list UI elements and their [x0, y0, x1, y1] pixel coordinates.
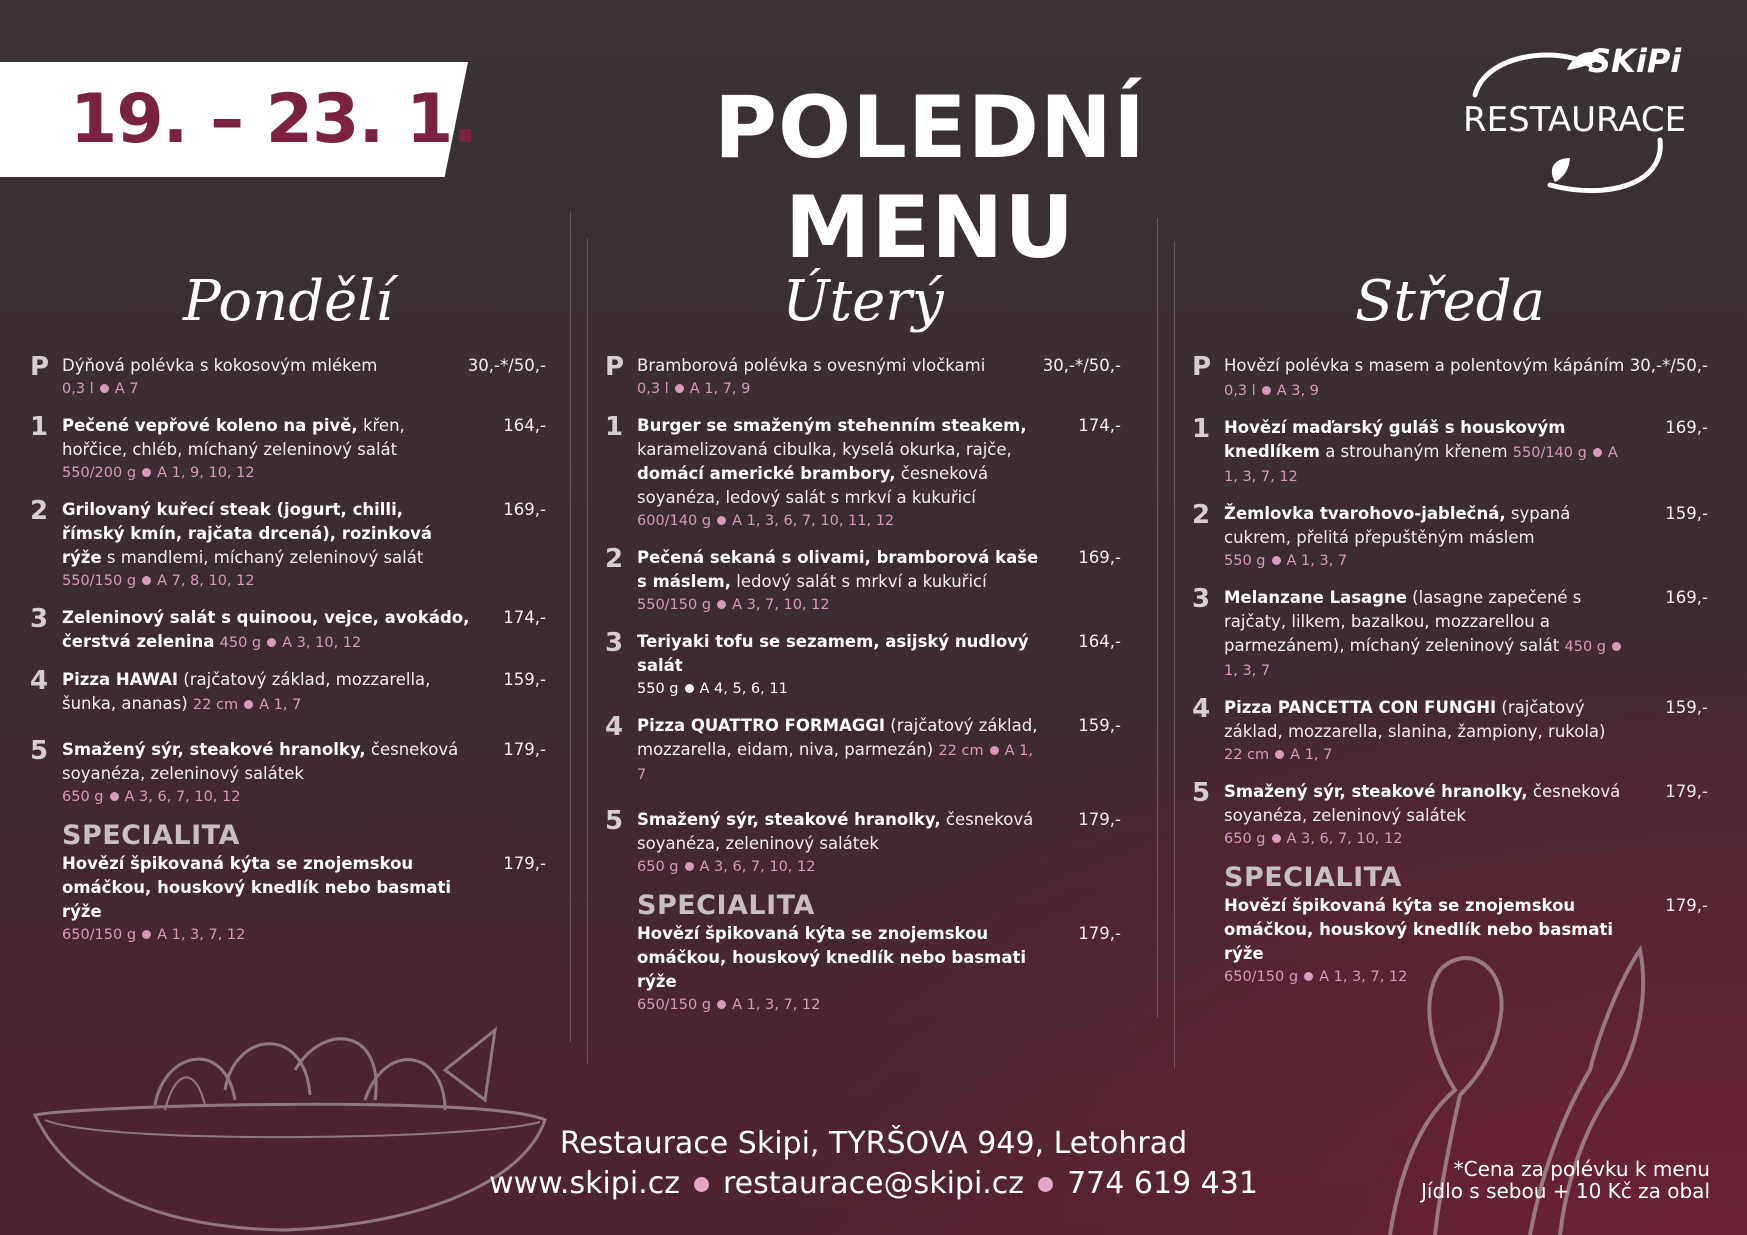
item-description: Pizza QUATTRO FORMAGGI (rajčatový základ, mozzarella, eidam, niva, parmezán) 22 cm A 1, 7: [637, 716, 1038, 783]
menu-item: [605, 414, 1121, 532]
column-divider: [587, 238, 588, 1064]
item-meta: 550/150 g A 7, 8, 10, 12: [62, 573, 255, 589]
menu-item: [30, 498, 546, 592]
item-meta: 450 g1, 3, 7: [1224, 639, 1627, 679]
item-description: Žemlovka tvarohovo-jablečná, sypaná cukrem, přelitá přepuštěným máslem: [1224, 504, 1571, 547]
item-meta: 550/150 g A 3, 7, 10, 12: [637, 597, 830, 613]
column-divider: [1157, 218, 1158, 1018]
item-number: 4: [30, 666, 49, 696]
item-description: Hovězí maďarský guláš s houskovým knedlíkem a strouhaným křenem 550/140 g A 1, 3, 7, 12: [1224, 418, 1618, 485]
bullet-dot: [1593, 448, 1602, 457]
specialita-item: [605, 922, 1121, 1016]
menu-item: [1192, 416, 1708, 488]
salad-bowl-sketch: [25, 1010, 555, 1235]
menu-item: [605, 354, 1121, 400]
item-meta: 550 g A 1, 3, 7: [1224, 553, 1348, 569]
bullet-dot: [267, 638, 276, 647]
item-description: Bramborová polévka s ovesnými vločkami: [637, 356, 986, 375]
footer-note: [1400, 1158, 1710, 1202]
bullet-dot: [694, 1177, 709, 1192]
bullet-dot: [100, 384, 109, 393]
menu-item: [1192, 696, 1708, 766]
item-description: Dýňová polévka s kokosovým mlékem: [62, 356, 378, 375]
item-description: Hovězí špikovaná kýta se znojemskou omáčkou, houskový knedlík nebo basmati rýže: [62, 854, 452, 921]
item-meta: 22 cm A 1, 7: [192, 697, 302, 713]
day-title: Úterý: [782, 269, 944, 334]
item-number: 5: [1192, 778, 1211, 808]
bullet-dot: [1272, 556, 1281, 565]
item-description: Hovězí špikovaná kýta se znojemskou omáčkou, houskový knedlík nebo basmati rýže: [637, 924, 1027, 991]
item-meta: 650 g A 3, 6, 7, 10, 12: [1224, 831, 1403, 847]
item-number: P: [1192, 352, 1212, 382]
bullet-dot: [142, 576, 151, 585]
menu-item: [30, 354, 546, 400]
bullet-dot: [110, 792, 119, 801]
item-price: 179,-: [1665, 896, 1708, 915]
item-meta: 550 g A 4, 5, 6, 11: [637, 681, 788, 697]
item-number: 2: [30, 496, 49, 526]
specialita-label: SPECIALITA: [637, 890, 815, 921]
menu-item: [605, 808, 1121, 878]
note-line: Jídlo s sebou + 10 Kč za obal: [1420, 1179, 1710, 1203]
item-price: 30,-*/50,-: [1042, 356, 1121, 375]
item-meta: 650 g A 3, 6, 7, 10, 12: [62, 789, 241, 805]
menu-item: [1192, 354, 1708, 402]
item-price: 164,-: [1078, 632, 1121, 651]
item-number: 2: [1192, 500, 1211, 530]
bullet-dot: [142, 468, 151, 477]
bullet-dot: [142, 930, 151, 939]
day-column-monday: [30, 262, 546, 946]
footer-address: Restaurace Skipi, TYRŠOVA 949, Letohrad: [559, 1126, 1188, 1161]
item-description: Pečená sekaná s olivami, bramborová kaše s máslem, ledový salát s mrkví a kukuřicí: [637, 548, 1039, 591]
footer-phone[interactable]: 774 619 431: [1067, 1166, 1258, 1201]
menu-item: [30, 738, 546, 808]
column-divider: [1174, 242, 1175, 1068]
menu-item: [30, 414, 546, 484]
item-number: 4: [1192, 694, 1211, 724]
specialita-label: SPECIALITA: [1224, 862, 1402, 893]
item-number: P: [30, 352, 50, 382]
page-title: POLEDNÍ MENU: [713, 78, 1147, 278]
bullet-dot: [685, 862, 694, 871]
item-number: 1: [30, 412, 49, 442]
item-meta: 22 cm A 1, 7: [637, 743, 1033, 783]
item-number: 4: [605, 712, 624, 742]
item-price: 169,-: [503, 500, 546, 519]
item-price: 179,-: [1665, 782, 1708, 801]
item-description: Pizza PANCETTA CON FUNGHI (rajčatový základ, mozzarella, slanina, žampiony, rukola): [1224, 698, 1606, 741]
item-number: 2: [605, 544, 624, 574]
item-description: Hovězí polévka s masem a polentovým kápáním 0,3 l A 3, 9: [1224, 356, 1625, 399]
item-number: 3: [1192, 584, 1211, 614]
item-meta: 600/140 g A 1, 3, 6, 7, 10, 11, 12: [637, 513, 895, 529]
menu-item: [1192, 586, 1708, 682]
day-title: Pondělí: [183, 269, 393, 334]
item-price: 169,-: [1665, 418, 1708, 437]
item-price: 159,-: [1665, 698, 1708, 717]
item-description: Smažený sýr, steakové hranolky, česneková soyanéza, zeleninový salátek: [1224, 782, 1621, 825]
item-description: Zeleninový salát s quinoou, vejce, avokádo, čerstvá zelenina 450 g A 3, 10, 12: [62, 608, 470, 651]
bullet-dot: [244, 700, 253, 709]
item-price: 179,-: [1078, 810, 1121, 829]
item-description: Teriyaki tofu se sezamem, asijský nudlový salát: [637, 632, 1029, 675]
item-description: Grilovaný kuřecí steak (jogurt, chilli, římský kmín, rajčata drcená), rozinková rýže s mandlemi, míchaný zeleninový salát: [62, 500, 433, 567]
bullet-dot: [675, 384, 684, 393]
item-description: Pizza HAWAI (rajčatový základ, mozzarella, šunka, ananas) 22 cm A 1, 7: [62, 670, 431, 713]
item-meta: 22 cm A 1, 7: [1224, 747, 1333, 763]
item-price: 159,-: [503, 670, 546, 689]
item-meta: 650/150 g A 1, 3, 7, 12: [62, 927, 246, 943]
bullet-dot: [990, 746, 999, 755]
item-description: Hovězí špikovaná kýta se znojemskou omáčkou, houskový knedlík nebo basmati rýže: [1224, 896, 1614, 963]
bullet-dot: [685, 684, 694, 693]
menu-item: [30, 668, 546, 716]
bullet-dot: [717, 1000, 726, 1009]
item-description: Smažený sýr, steakové hranolky, česneková soyanéza, zeleninový salátek: [637, 810, 1034, 853]
item-description: Smažený sýr, steakové hranolky, česneková soyanéza, zeleninový salátek: [62, 740, 459, 783]
item-price: 179,-: [503, 740, 546, 759]
item-number: 5: [605, 806, 624, 836]
day-column-wednesday: [1192, 262, 1708, 988]
column-divider: [570, 212, 571, 1042]
item-number: P: [605, 352, 625, 382]
item-meta: 650/150 g A 1, 3, 7, 12: [1224, 969, 1408, 985]
item-meta: 0,3 l A 1, 7, 9: [637, 381, 751, 397]
item-description: Pečené vepřové koleno na pivě, křen, hořčice, chléb, míchaný zeleninový salát: [62, 416, 405, 459]
menu-item: [1192, 502, 1708, 572]
item-price: 169,-: [1665, 588, 1708, 607]
item-number: 1: [1192, 414, 1211, 444]
item-meta: 550/140 g A 1, 3, 7, 12: [1224, 445, 1618, 485]
specialita-label: SPECIALITA: [62, 820, 240, 851]
specialita-item: [30, 852, 546, 946]
menu-item: [1192, 780, 1708, 850]
item-price: 179,-: [503, 854, 546, 873]
item-price: 174,-: [503, 608, 546, 627]
bullet-dot: [1038, 1177, 1053, 1192]
item-description: Burger se smaženým stehenním steakem, karamelizovaná cibulka, kyselá okurka, rajče, domácí americké brambory, česneková soyanéza, ledový salát s mrkví a kukuřicí: [637, 416, 1027, 507]
date-range: 19. – 23. 1.: [70, 80, 478, 159]
item-meta: 550/200 g A 1, 9, 10, 12: [62, 465, 255, 481]
bullet-dot: [1275, 750, 1284, 759]
item-price: 164,-: [503, 416, 546, 435]
item-price: 30,-*/50,-: [1629, 356, 1708, 375]
item-price: 169,-: [1078, 548, 1121, 567]
item-description: Melanzane Lasagne (lasagne zapečené s rajčaty, lilkem, bazalkou, mozzarellou a parmezánem), míchaný zeleninový salát 450 g1, 3, 7: [1224, 586, 1633, 682]
item-price: 174,-: [1078, 416, 1121, 435]
note-line: *Cena za polévku k menu: [1453, 1157, 1710, 1181]
item-price: 159,-: [1665, 504, 1708, 523]
item-number: 3: [30, 604, 49, 634]
menu-item: [605, 546, 1121, 616]
item-number: 1: [605, 412, 624, 442]
menu-item: [605, 714, 1121, 786]
menu-item: [30, 606, 546, 654]
item-number: 5: [30, 736, 49, 766]
logo-brand: SKiPi: [1588, 42, 1682, 80]
bullet-dot: [1272, 834, 1281, 843]
bullet-dot: [1612, 642, 1621, 651]
item-price: 30,-*/50,-: [467, 356, 546, 375]
item-number: 3: [605, 628, 624, 658]
item-price: 159,-: [1078, 716, 1121, 735]
bullet-dot: [717, 600, 726, 609]
item-meta: 650/150 g A 1, 3, 7, 12: [637, 997, 821, 1013]
item-meta: 650 g A 3, 6, 7, 10, 12: [637, 859, 816, 875]
bullet-dot: [1304, 972, 1313, 981]
bullet-dot: [1262, 386, 1271, 395]
bullet-dot: [717, 516, 726, 525]
day-column-tuesday: [605, 262, 1121, 1016]
logo-name: RESTAURACE: [1463, 100, 1687, 140]
item-price: 179,-: [1078, 924, 1121, 943]
day-title: Středa: [1354, 269, 1545, 334]
item-meta: 0,3 l A 7: [62, 381, 139, 397]
footer-email[interactable]: restaurace@skipi.cz: [722, 1166, 1025, 1201]
item-meta: 0,3 l A 3, 9: [1224, 383, 1319, 399]
item-meta: 450 g A 3, 10, 12: [219, 635, 362, 651]
menu-item: [605, 630, 1121, 700]
footer-web[interactable]: www.skipi.cz: [489, 1166, 680, 1201]
